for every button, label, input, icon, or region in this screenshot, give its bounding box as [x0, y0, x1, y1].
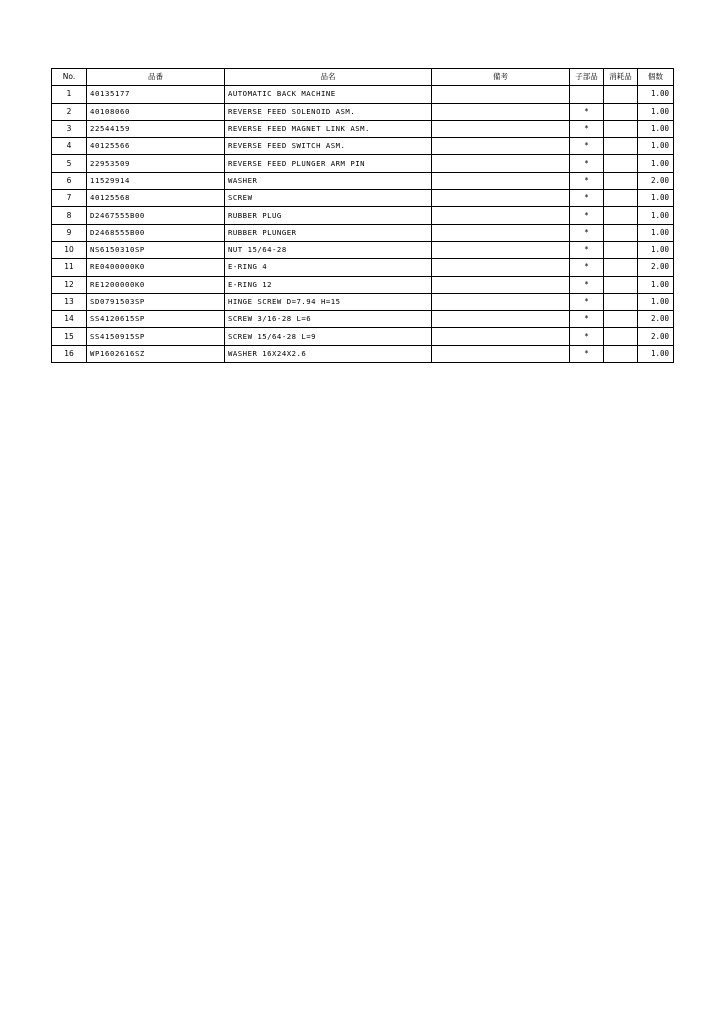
cell-remarks [432, 120, 570, 137]
cell-part-name: REVERSE FEED SWITCH ASM. [225, 138, 432, 155]
cell-part-number: 22544159 [87, 120, 225, 137]
cell-no: 8 [52, 207, 87, 224]
cell-part-number: SS4120615SP [87, 311, 225, 328]
cell-quantity: 1.00 [638, 276, 674, 293]
table-row [52, 190, 674, 207]
cell-quantity: 1.00 [638, 103, 674, 120]
cell-part-number: 11529914 [87, 172, 225, 189]
cell-child-part: * [570, 155, 604, 172]
cell-child-part: * [570, 138, 604, 155]
cell-part-name: AUTOMATIC BACK MACHINE [225, 86, 432, 103]
cell-part-number: WP1602616SZ [87, 345, 225, 362]
cell-consumable [604, 328, 638, 345]
cell-no: 16 [52, 345, 87, 362]
cell-no: 2 [52, 103, 87, 120]
cell-child-part: * [570, 293, 604, 310]
parts-list-sheet [51, 68, 673, 363]
header-consumable: 消耗品 [604, 69, 638, 86]
cell-quantity: 1.00 [638, 86, 674, 103]
table-row [52, 120, 674, 137]
cell-quantity: 2.00 [638, 311, 674, 328]
cell-part-number: RE1200000K0 [87, 276, 225, 293]
cell-part-name: REVERSE FEED PLUNGER ARM PIN [225, 155, 432, 172]
cell-part-name: REVERSE FEED MAGNET LINK ASM. [225, 120, 432, 137]
header-quantity: 個数 [638, 69, 674, 86]
cell-consumable [604, 190, 638, 207]
cell-remarks [432, 190, 570, 207]
cell-remarks [432, 103, 570, 120]
cell-part-name: WASHER 16X24X2.6 [225, 345, 432, 362]
cell-part-number: D2468555B00 [87, 224, 225, 241]
cell-no: 12 [52, 276, 87, 293]
cell-remarks [432, 138, 570, 155]
cell-remarks [432, 276, 570, 293]
header-remarks: 備考 [432, 69, 570, 86]
cell-part-number: 40125566 [87, 138, 225, 155]
cell-consumable [604, 103, 638, 120]
cell-quantity: 1.00 [638, 120, 674, 137]
cell-part-name: RUBBER PLUNGER [225, 224, 432, 241]
cell-child-part: * [570, 120, 604, 137]
cell-child-part: * [570, 190, 604, 207]
table-row [52, 103, 674, 120]
cell-no: 10 [52, 241, 87, 258]
cell-part-number: 40125568 [87, 190, 225, 207]
cell-part-name: SCREW 15/64-28 L=9 [225, 328, 432, 345]
table-row [52, 86, 674, 103]
table-header-row [52, 69, 674, 86]
cell-consumable [604, 293, 638, 310]
cell-no: 9 [52, 224, 87, 241]
cell-child-part: * [570, 103, 604, 120]
cell-part-name: SCREW 3/16-28 L=6 [225, 311, 432, 328]
cell-consumable [604, 345, 638, 362]
cell-quantity: 1.00 [638, 207, 674, 224]
cell-no: 13 [52, 293, 87, 310]
cell-part-name: E-RING 4 [225, 259, 432, 276]
cell-quantity: 2.00 [638, 328, 674, 345]
cell-no: 3 [52, 120, 87, 137]
cell-consumable [604, 276, 638, 293]
cell-remarks [432, 293, 570, 310]
table-row [52, 276, 674, 293]
cell-child-part: * [570, 241, 604, 258]
cell-consumable [604, 138, 638, 155]
cell-remarks [432, 345, 570, 362]
cell-remarks [432, 328, 570, 345]
cell-quantity: 1.00 [638, 241, 674, 258]
cell-remarks [432, 224, 570, 241]
header-child-part: 子部品 [570, 69, 604, 86]
table-body [52, 86, 674, 363]
cell-remarks [432, 311, 570, 328]
cell-remarks [432, 241, 570, 258]
cell-part-name: NUT 15/64-28 [225, 241, 432, 258]
cell-quantity: 2.00 [638, 172, 674, 189]
cell-no: 4 [52, 138, 87, 155]
cell-part-name: RUBBER PLUG [225, 207, 432, 224]
cell-child-part: * [570, 259, 604, 276]
cell-consumable [604, 86, 638, 103]
cell-child-part [570, 86, 604, 103]
cell-consumable [604, 207, 638, 224]
table-row [52, 328, 674, 345]
cell-consumable [604, 311, 638, 328]
cell-quantity: 1.00 [638, 345, 674, 362]
cell-consumable [604, 155, 638, 172]
cell-child-part: * [570, 172, 604, 189]
table-row [52, 172, 674, 189]
header-part-number: 品番 [87, 69, 225, 86]
cell-child-part: * [570, 276, 604, 293]
cell-part-number: SS4150915SP [87, 328, 225, 345]
table-row [52, 224, 674, 241]
cell-child-part: * [570, 328, 604, 345]
cell-part-number: SD0791503SP [87, 293, 225, 310]
cell-part-number: 40135177 [87, 86, 225, 103]
table-row [52, 241, 674, 258]
header-part-name: 品名 [225, 69, 432, 86]
cell-no: 7 [52, 190, 87, 207]
cell-quantity: 1.00 [638, 190, 674, 207]
table-row [52, 345, 674, 362]
cell-remarks [432, 172, 570, 189]
cell-part-name: E-RING 12 [225, 276, 432, 293]
cell-no: 11 [52, 259, 87, 276]
cell-part-name: HINGE SCREW D=7.94 H=15 [225, 293, 432, 310]
cell-child-part: * [570, 345, 604, 362]
cell-part-name: REVERSE FEED SOLENOID ASM. [225, 103, 432, 120]
cell-part-name: SCREW [225, 190, 432, 207]
cell-part-number: NS6150310SP [87, 241, 225, 258]
cell-no: 1 [52, 86, 87, 103]
cell-quantity: 1.00 [638, 293, 674, 310]
cell-consumable [604, 259, 638, 276]
cell-part-name: WASHER [225, 172, 432, 189]
cell-child-part: * [570, 224, 604, 241]
table-row [52, 293, 674, 310]
table-row [52, 207, 674, 224]
cell-remarks [432, 259, 570, 276]
table-row [52, 138, 674, 155]
cell-no: 6 [52, 172, 87, 189]
cell-child-part: * [570, 311, 604, 328]
table-row [52, 311, 674, 328]
cell-quantity: 1.00 [638, 138, 674, 155]
cell-remarks [432, 86, 570, 103]
cell-remarks [432, 207, 570, 224]
cell-no: 15 [52, 328, 87, 345]
cell-part-number: RE0400000K0 [87, 259, 225, 276]
cell-consumable [604, 224, 638, 241]
cell-quantity: 2.00 [638, 259, 674, 276]
header-no: No. [52, 69, 87, 86]
cell-no: 14 [52, 311, 87, 328]
cell-consumable [604, 241, 638, 258]
cell-child-part: * [570, 207, 604, 224]
cell-consumable [604, 172, 638, 189]
parts-table [51, 68, 674, 363]
cell-quantity: 1.00 [638, 155, 674, 172]
cell-quantity: 1.00 [638, 224, 674, 241]
cell-remarks [432, 155, 570, 172]
cell-no: 5 [52, 155, 87, 172]
table-row [52, 259, 674, 276]
cell-part-number: D2467555B00 [87, 207, 225, 224]
table-row [52, 155, 674, 172]
cell-part-number: 40108060 [87, 103, 225, 120]
cell-part-number: 22953509 [87, 155, 225, 172]
cell-consumable [604, 120, 638, 137]
